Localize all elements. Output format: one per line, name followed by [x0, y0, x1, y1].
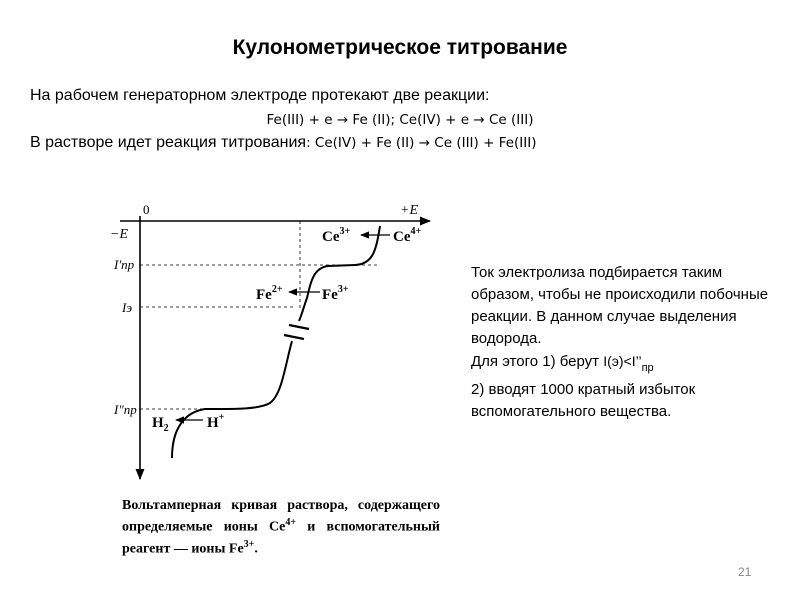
label-hplus: H+ — [207, 412, 225, 431]
label-ce4: $Ce^{4+}$ — [393, 226, 422, 245]
label-i-e: Iэ — [122, 300, 133, 315]
axis-minus-e-label: −E — [110, 227, 128, 242]
label-ce3: $Ce^{3+}$ — [322, 226, 351, 245]
voltammetric-curve — [299, 226, 380, 321]
slide-title: Кулонометрическое титрование — [232, 36, 568, 59]
side-explanation — [471, 262, 771, 423]
label-fe2: $Fe^{2+}$ — [256, 284, 283, 303]
electrode-reactions: Fe(III) + e → Fe (II); Ce(IV) + e → Ce (III) — [266, 112, 534, 128]
break-mark-upper — [289, 325, 309, 329]
break-mark-lower — [284, 335, 304, 339]
axis-zero-label: 0 — [143, 202, 150, 217]
voltammetry-figure — [110, 196, 440, 492]
voltammetric-curve-lower — [172, 341, 292, 458]
titration-reaction-prefix: В растворе идет реакция титрования — [30, 134, 307, 151]
side-step-2: 2) вводят 1000 кратный избыток вспомогательного вещества. — [471, 381, 696, 420]
side-paragraph: Ток электролиза подбирается таким образом, чтобы не происходили побочные реакции. В данном случае выделения водорода. — [471, 264, 769, 347]
side-step-1: Для этого 1) берут $I(э)<I’’_{пр}$ — [471, 353, 654, 374]
guide-lines — [140, 221, 380, 409]
axis-plus-e-label: +E — [400, 203, 418, 218]
titration-reaction-formula: : Ce(IV) + Fe (II) → Ce (III) + Fe(III) — [306, 135, 537, 151]
reactions-intro: На рабочем генераторном электроде протекают две реакции: — [30, 87, 490, 104]
label-fe3: $Fe^{3+}$ — [322, 284, 349, 303]
label-i-pr1: I′пр — [114, 257, 135, 272]
figure-caption: Вольтамперная кривая раствора, содержащего определяемые ионы $Ce^{4+}$ и вспомогательный реагент — ионы $Fe^{3+}$. — [122, 498, 440, 557]
label-i-pr2: I″пр — [114, 402, 137, 417]
label-h2: $H_2$ — [152, 415, 169, 434]
titration-reaction-line — [30, 134, 537, 152]
page-number: 21 — [738, 565, 752, 579]
